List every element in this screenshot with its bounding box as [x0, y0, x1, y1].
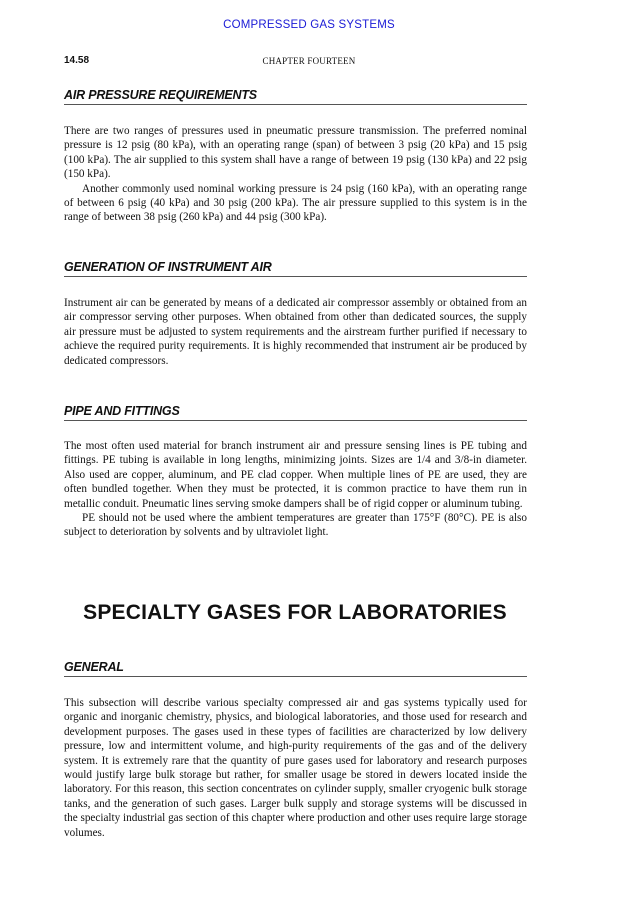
section-body-air-pressure [64, 124, 527, 225]
paragraph: There are two ranges of pressures used in pneumatic pressure transmission. The preferred nominal pressure is 12 psig (80 kPa), with an operating range (span) of between 3 psig (20 kPa) and 15 psig (100 kPa). The air supplied to this system shall have a range of between 19 psig (130 kPa) and 22 psig (150 kPa). [64, 125, 527, 181]
section-heading-generation: GENERATION OF INSTRUMENT AIR [64, 260, 527, 277]
running-header: COMPRESSED GAS SYSTEMS [223, 19, 395, 31]
paragraph: This subsection will describe various specialty compressed air and gas systems typically used for organic and inorganic chemistry, physics, and biological laboratories, and those used for research and development purposes. The gases used in these types of facilities are characterized by low delivery pressure, low and intermittent volume, and high-purity requirements of the gas and of the delivery system. It is extremely rare that the quantity of pure gases used for laboratory and research purposes would justify large bulk storage but rather, for smaller usage be stored in dewers located inside the laboratory. For this reason, this section concentrates on cylinder supply, smaller cryogenic bulk storage tanks, and the generation of such gases. Larger bulk supply and storage systems will be discussed in the specialty industrial gas section of this chapter where production and other uses require large storage volumes. [64, 697, 527, 839]
paragraph: Instrument air can be generated by means of a dedicated air compressor assembly or obtained from an air compressor serving other purposes. When obtained from other than dedicated sources, the supply air pressure must be adjusted to system requirements and the airstream further purified if necessary to achieve the required purity requirements. It is highly recommended that instrument air be produced by dedicated compressors. [64, 297, 527, 367]
chapter-section-title: SPECIALTY GASES FOR LABORATORIES [83, 601, 507, 624]
section-body-general [64, 696, 527, 840]
page-number: 14.58 [64, 55, 90, 66]
paragraph: The most often used material for branch instrument air and pressure sensing lines is PE tubing and fittings. PE tubing is available in long lengths, minimizing joints. Sizes are 1/4 and 3/8-in diameter. Also used are copper, aluminum, and PE clad copper. When multiple lines of PE are used, they are often bundled together. When they must be protected, it is common practice to have them run in metallic conduit. Pneumatic lines serving smoke dampers shall be of rigid copper or aluminum tubing. [64, 440, 527, 510]
section-heading-pipe-fittings: PIPE AND FITTINGS [64, 404, 527, 421]
section-heading-general: GENERAL [64, 660, 527, 677]
paragraph: Another commonly used nominal working pressure is 24 psig (160 kPa), with an operating range of between 6 psig (40 kPa) and 30 psig (200 kPa). The air pressure supplied to this system is in the range of between 38 psig (260 kPa) and 44 psig (300 kPa). [64, 182, 527, 224]
chapter-label: CHAPTER FOURTEEN [262, 56, 356, 66]
section-body-pipe-fittings [64, 439, 527, 540]
paragraph: PE should not be used where the ambient temperatures are greater than 175°F (80°C). PE is also subject to deterioration by solvents and by ultraviolet light. [64, 512, 527, 539]
section-heading-air-pressure: AIR PRESSURE REQUIREMENTS [64, 88, 527, 105]
section-body-generation [64, 296, 527, 368]
